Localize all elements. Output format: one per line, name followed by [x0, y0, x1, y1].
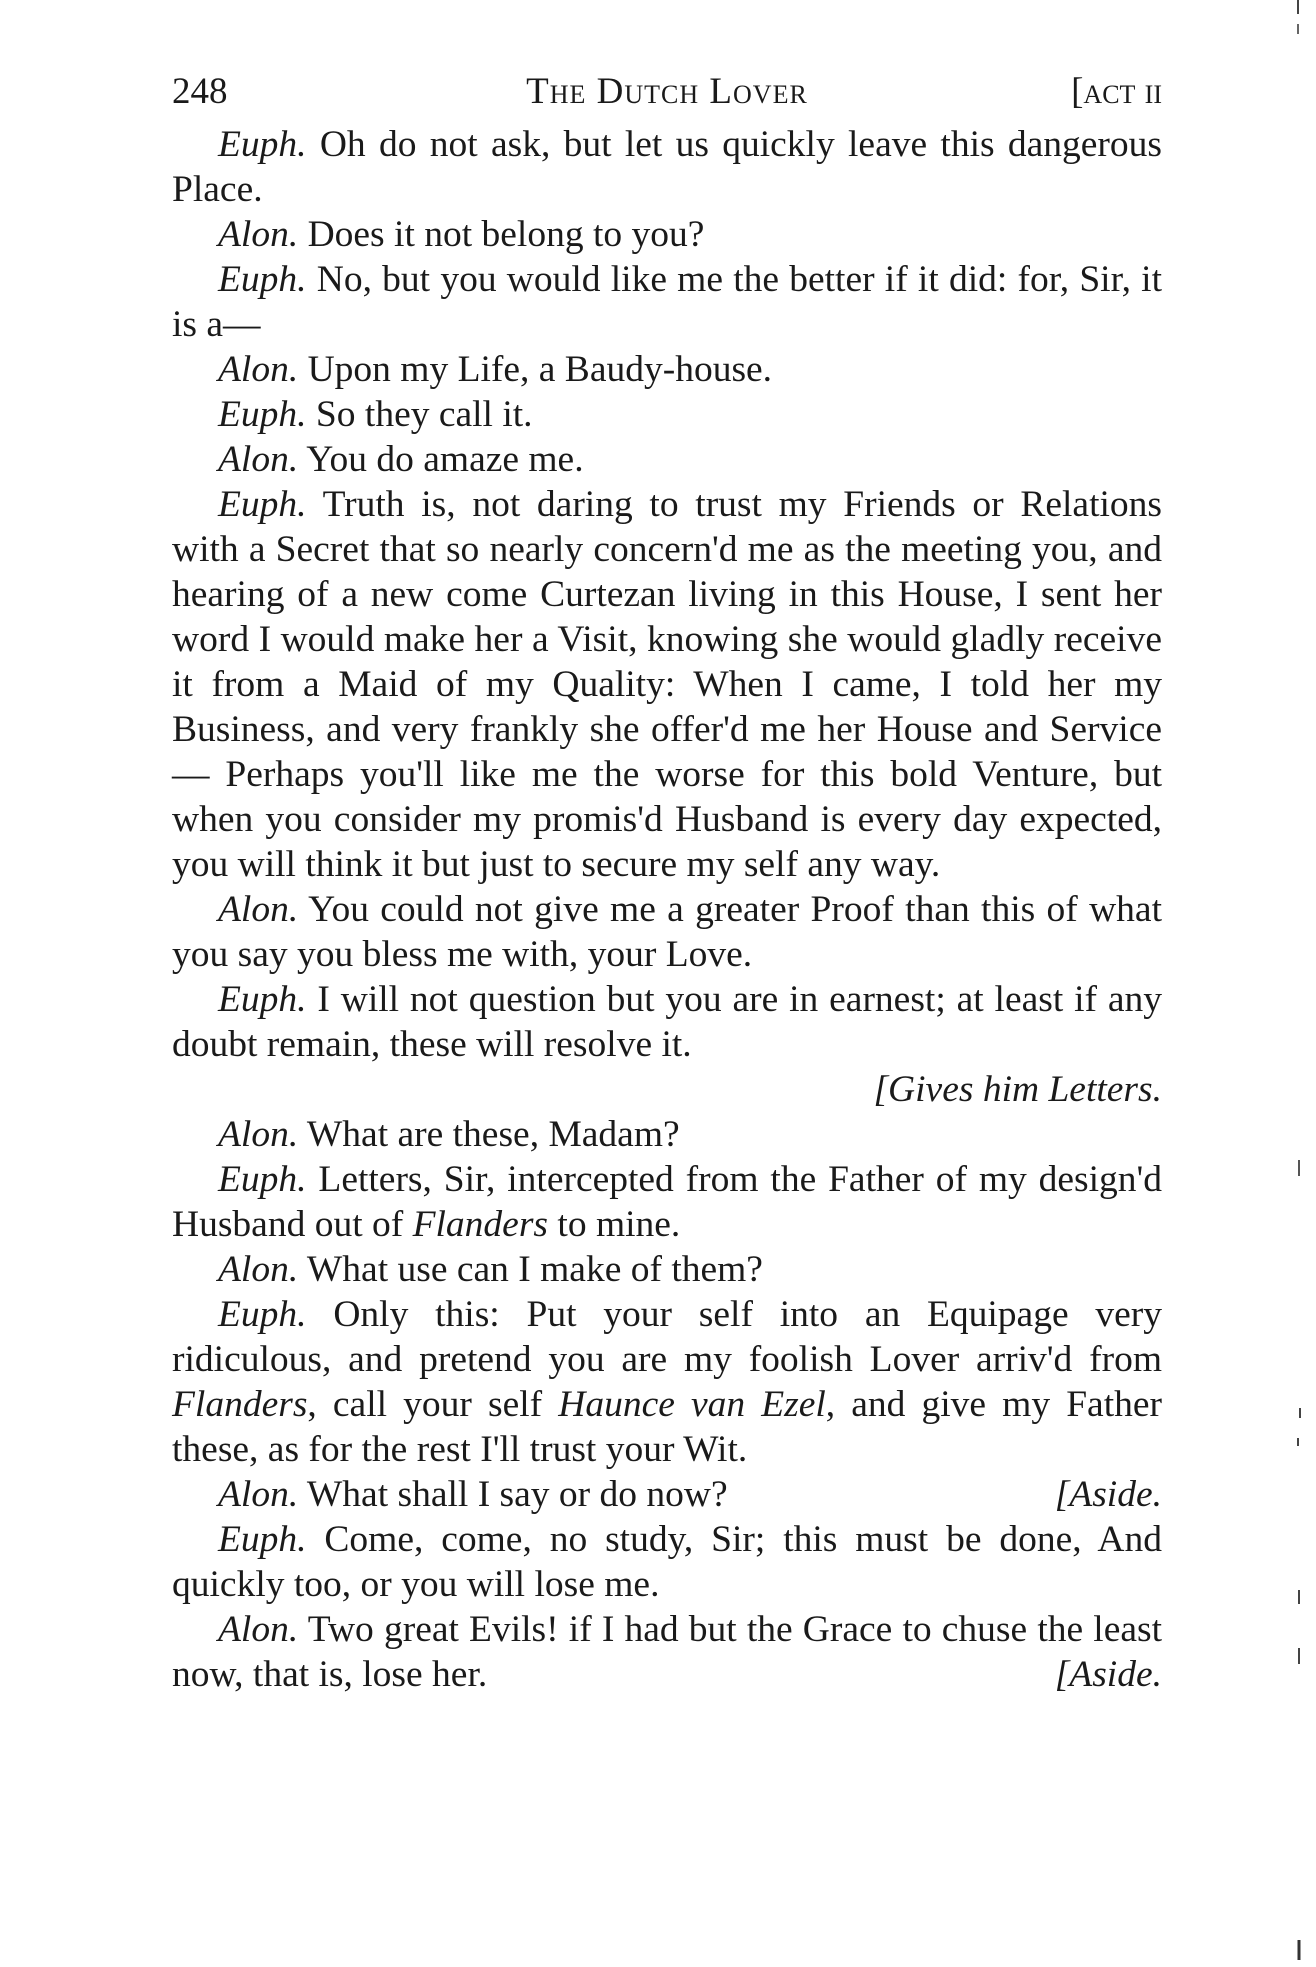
place-name: Flanders [172, 1384, 308, 1425]
speaker-name: Alon. [218, 1114, 299, 1155]
scan-edge-marks [1286, 0, 1316, 1967]
speech-text: , and give my Father these, as for the rest I'll trust your Wit. [172, 1384, 1163, 1470]
speech [172, 122, 1162, 212]
speech [172, 977, 1162, 1067]
speech-text: What are these, Madam? [306, 1114, 680, 1155]
speech [172, 887, 1162, 977]
speech-text: Oh do not ask, but let us quickly leave this dangerous Place. [172, 124, 1162, 210]
speech-text: You do amaze me. [306, 439, 584, 480]
speech-text: What shall I say or do now? [306, 1474, 728, 1515]
speech [172, 212, 1162, 257]
character-name: Haunce van Ezel [558, 1384, 826, 1425]
speaker-name: Euph. [218, 1159, 307, 1200]
speech [172, 347, 1162, 392]
aside-direction: [Aside. [1054, 1474, 1162, 1515]
speech-text: Only this: Put your self into an Equipage very ridiculous, and pretend you are my foolish Lover arriv'd from [172, 1294, 1163, 1380]
stage-direction [172, 1067, 1162, 1112]
speaker-name: Euph. [218, 1519, 307, 1560]
speech [172, 1247, 1162, 1292]
speech [172, 482, 1162, 887]
speech-text: Does it not belong to you? [307, 214, 705, 255]
speech [172, 1292, 1162, 1472]
speech [172, 1112, 1162, 1157]
speaker-name: Euph. [218, 1294, 307, 1335]
speech [172, 1517, 1162, 1607]
speech-text: Two great Evils! if I had but the Grace to chuse the least now, that is, lose her. [172, 1609, 1162, 1695]
speech-text: to mine. [548, 1204, 681, 1245]
speaker-name: Alon. [218, 349, 299, 390]
speech [172, 1157, 1162, 1247]
speaker-name: Alon. [218, 889, 299, 930]
speaker-name: Euph. [218, 484, 307, 525]
speech [172, 392, 1162, 437]
speech-text: Upon my Life, a Baudy-house. [307, 349, 773, 390]
book-title: The Dutch Lover [526, 71, 808, 112]
speaker-name: Alon. [218, 1609, 299, 1650]
speech-text: I will not question but you are in earnest; at least if any doubt remain, these will resolve it. [172, 979, 1162, 1065]
running-head [172, 66, 1162, 118]
speaker-name: Alon. [218, 1249, 299, 1290]
speech-text: What use can I make of them? [306, 1249, 763, 1290]
speaker-name: Alon. [218, 1474, 299, 1515]
speech-text: So they call it. [315, 394, 533, 435]
speech [172, 1472, 1162, 1517]
stage-direction-text: [Gives him Letters. [873, 1069, 1162, 1110]
speaker-name: Alon. [218, 439, 299, 480]
speaker-name: Alon. [218, 214, 299, 255]
play-text [172, 122, 1162, 1697]
aside-direction: [Aside. [1054, 1654, 1162, 1695]
speech-text: You could not give me a greater Proof than this of what you say you bless me with, your Love. [172, 889, 1162, 975]
page-number: 248 [172, 71, 228, 112]
speech-text: , call your self [307, 1384, 559, 1425]
speaker-name: Euph. [218, 124, 307, 165]
speaker-name: Euph. [218, 259, 307, 300]
place-name: Flanders [412, 1204, 549, 1245]
speech [172, 1607, 1162, 1697]
speaker-name: Euph. [218, 394, 307, 435]
speaker-name: Euph. [218, 979, 307, 1020]
speech [172, 257, 1162, 347]
speech-text: Letters, Sir, intercepted from the Father of my design'd Husband out of [172, 1159, 1162, 1245]
act-label: [act ii [1071, 71, 1162, 112]
speech-text: Truth is, not daring to trust my Friends or Relations with a Secret that so nearly concern'd me as the meeting you, and hearing of a new come Curtezan living in this House, I sent her word I would make her a Visit, knowing she would gladly receive it from a Maid of my Quality: When I came, I told her my Business, and very frankly she offer'd me her House and Service— Perhaps you'll like me the worse for this bold Venture, but when you consider my promis'd Husband is every day expected, you will think it but just to secure my self any way. [172, 484, 1162, 885]
speech [172, 437, 1162, 482]
speech-text: No, but you would like me the better if it did: for, Sir, it is a— [172, 259, 1163, 345]
speech-text: Come, come, no study, Sir; this must be done, And quickly too, or you will lose me. [172, 1519, 1162, 1605]
